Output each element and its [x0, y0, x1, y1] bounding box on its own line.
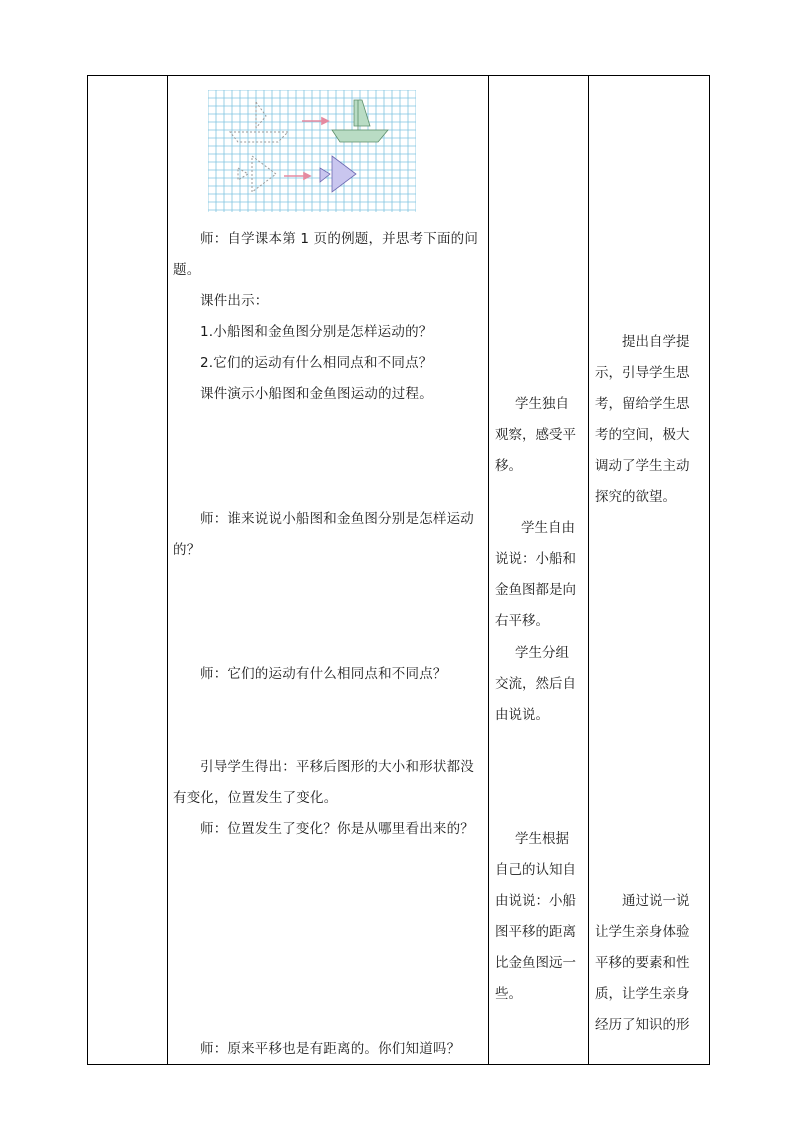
text-line: 师：原来平移也是有距离的。你们知道吗？ — [200, 1041, 461, 1057]
text-line: 观察，感受平 — [495, 427, 576, 443]
design-intent-cell — [589, 76, 710, 1065]
intent-block-1 — [595, 327, 706, 513]
grid-translation-figure — [208, 90, 416, 212]
text-line: 调动了学生主动 — [595, 458, 690, 474]
student-block-2 — [495, 513, 585, 637]
text-line: 考，留给学生思 — [595, 396, 690, 412]
text-line: 通过说一说 — [622, 893, 690, 909]
text-line: 学生独自 — [515, 396, 569, 412]
text-line: 提出自学提 — [622, 334, 690, 350]
text-line: 师：自学课本第 1 页的例题，并思考下面的问 — [200, 231, 479, 247]
lesson-table — [87, 75, 710, 1065]
text-line: 由说说。 — [495, 707, 549, 723]
text-line: 探究的欲望。 — [595, 489, 676, 505]
text-line: 移。 — [495, 458, 522, 474]
text-line: 学生分组 — [515, 645, 569, 661]
text-line: 师：位置发生了变化？你是从哪里看出来的？ — [200, 821, 474, 837]
question-2: 2.它们的运动有什么相同点和不同点？ — [200, 355, 433, 371]
text-line: 师：它们的运动有什么相同点和不同点？ — [200, 666, 447, 682]
text-line: 自己的认知自 — [495, 862, 576, 878]
text-line: 由说说：小船 — [495, 893, 576, 909]
student-block-1 — [495, 389, 585, 482]
text-line: 比金鱼图远一 — [495, 955, 576, 971]
text-line: 题。 — [173, 262, 201, 278]
text-line: 交流，然后自 — [495, 676, 576, 692]
text-line: 些。 — [495, 986, 522, 1002]
text-line: 考的空间，极大 — [595, 427, 690, 443]
text-line: 说说：小船和 — [495, 551, 576, 567]
student-block-3 — [495, 638, 585, 731]
text-line: 课件演示小船图和金鱼图运动的过程。 — [200, 386, 433, 402]
text-line: 右平移。 — [495, 613, 549, 629]
table-row — [88, 76, 710, 1065]
text-line: 学生根据 — [515, 831, 569, 847]
prompt-paragraph — [173, 224, 484, 255]
text-line: 示，引导学生思 — [595, 365, 690, 381]
text-line: 师：谁来说说小船图和金鱼图分别是怎样运动 — [200, 511, 474, 527]
stage-cell — [88, 76, 168, 1065]
question-1: 1.小船图和金鱼图分别是怎样运动的？ — [200, 324, 433, 340]
text-line: 有变化，位置发生了变化。 — [173, 790, 338, 806]
text-line: 让学生亲身体验 — [595, 924, 690, 940]
text-line: 经历了知识的形 — [595, 1017, 690, 1033]
intent-block-2 — [595, 886, 706, 1041]
student-activity-cell — [489, 76, 589, 1065]
student-block-4 — [495, 824, 585, 1010]
text-line: 课件出示： — [200, 293, 269, 309]
text-line: 金鱼图都是向 — [495, 582, 576, 598]
text-line: 平移的要素和性 — [595, 955, 690, 971]
text-line: 图平移的距离 — [495, 924, 576, 940]
teacher-activity-cell — [168, 76, 489, 1065]
text-line: 引导学生得出：平移后图形的大小和形状都没 — [200, 759, 474, 775]
text-line: 的？ — [173, 542, 201, 558]
text-line: 学生自由 — [521, 520, 575, 536]
text-line: 质，让学生亲身 — [595, 986, 690, 1002]
